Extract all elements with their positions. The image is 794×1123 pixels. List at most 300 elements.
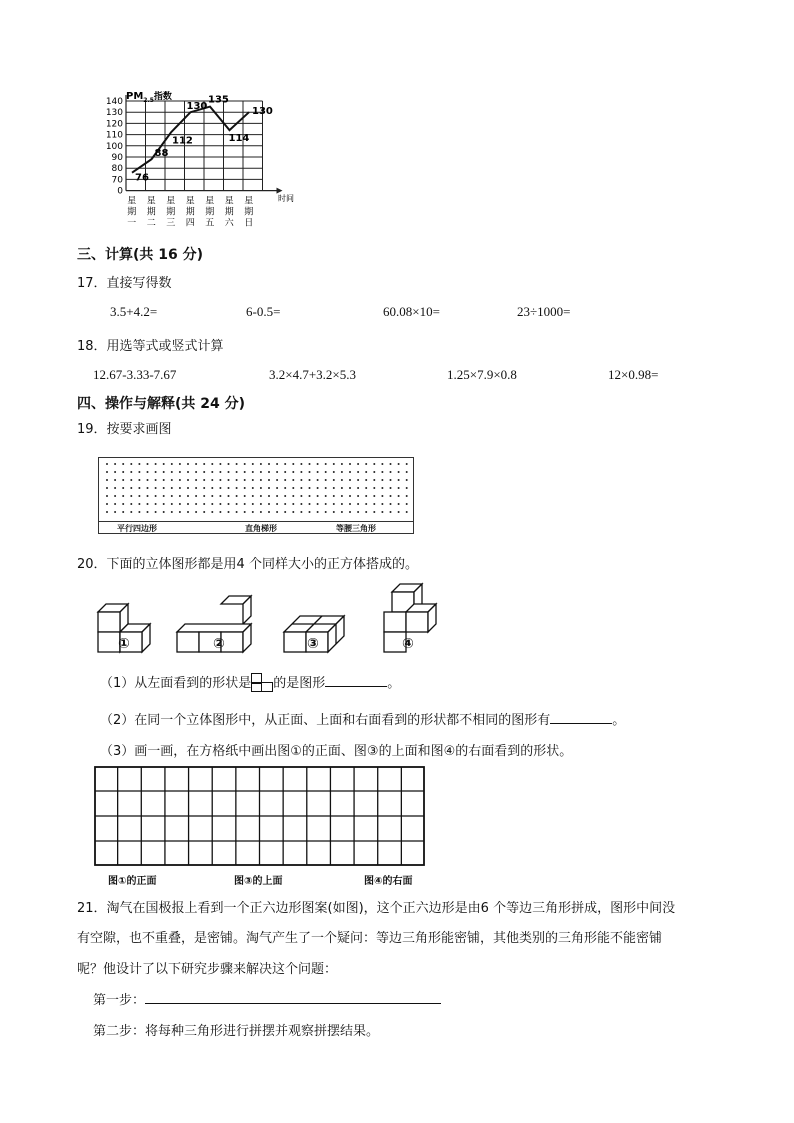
grid-dot (260, 479, 262, 481)
y-tick-label: 110 (105, 130, 123, 141)
grid-dot (333, 511, 335, 513)
grid-dot (406, 479, 408, 481)
grid-dot (219, 463, 221, 465)
grid-dot (325, 471, 327, 473)
grid-dot (211, 503, 213, 505)
grid-dot (114, 511, 116, 513)
grid-dot (406, 511, 408, 513)
x-category-char: 期 (224, 207, 234, 218)
grid-dot (390, 511, 392, 513)
grid-dot (114, 471, 116, 473)
q18-item: 12×0.98= (608, 367, 659, 382)
grid-dot (309, 487, 311, 489)
grid-dot (365, 463, 367, 465)
dot-paper-label: 直角梯形 (245, 524, 277, 533)
grid-dot (325, 495, 327, 497)
grid-dot (114, 495, 116, 497)
q17-title: 17．直接写得数 (77, 276, 172, 291)
data-label: 130 (252, 106, 273, 118)
grid-dot (309, 463, 311, 465)
grid-dot (211, 511, 213, 513)
grid-dot (349, 511, 351, 513)
x-category-char: 期 (166, 207, 176, 218)
grid-dot (179, 495, 181, 497)
grid-dot (179, 503, 181, 505)
grid-dot (349, 503, 351, 505)
grid-dot (122, 487, 124, 489)
grid-dot (147, 463, 149, 465)
grid-dot (130, 503, 132, 505)
grid-dot (325, 511, 327, 513)
data-label: 88 (154, 148, 169, 160)
q20-part-2: （2）在同一个立体图形中，从正面、上面和右面看到的形状都不相同的图形有 。 (100, 713, 626, 728)
grid-dot (390, 487, 392, 489)
grid-dot (357, 463, 359, 465)
pm-line-chart (94, 86, 304, 232)
data-label: 135 (208, 94, 229, 106)
grid-dot (357, 495, 359, 497)
grid-dot (122, 503, 124, 505)
grid-dot (244, 479, 246, 481)
q18-item: 12.67-3.33-7.67 (93, 367, 177, 382)
grid-dot (333, 495, 335, 497)
grid-dot (106, 511, 108, 513)
grid-dot (381, 479, 383, 481)
grid-dot (228, 479, 230, 481)
grid-dot (195, 479, 197, 481)
grid-dot (317, 463, 319, 465)
grid-dot (333, 487, 335, 489)
grid-dot (284, 487, 286, 489)
grid-dot (179, 511, 181, 513)
grid-dot (155, 479, 157, 481)
answer-blank[interactable] (145, 1003, 441, 1004)
grid-dot (365, 471, 367, 473)
y-tick-label: 100 (105, 141, 123, 152)
x-category-char: 星 (244, 196, 254, 207)
grid-dot (236, 463, 238, 465)
grid-dot (373, 487, 375, 489)
grid-dot (155, 511, 157, 513)
grid-dot (203, 479, 205, 481)
dot-paper-label: 平行四边形 (117, 524, 157, 533)
q19-title: 19．按要求画图 (77, 422, 172, 437)
q18-item: 1.25×7.9×0.8 (447, 367, 517, 382)
grid-dot (252, 495, 254, 497)
q17-item: 6-0.5= (246, 304, 281, 319)
grid-dot (381, 495, 383, 497)
grid-dot (381, 463, 383, 465)
grid-dot (211, 487, 213, 489)
x-category-char: 二 (146, 218, 156, 229)
grid-dot (276, 487, 278, 489)
grid-dot (341, 479, 343, 481)
q21-line: 呢？他设计了以下研究步骤来解决这个问题： (77, 962, 338, 977)
grid-dot (252, 479, 254, 481)
grid-dot (252, 463, 254, 465)
grid-dot (390, 495, 392, 497)
grid-dot (406, 495, 408, 497)
x-category-char: 四 (185, 218, 195, 229)
grid-dot (341, 463, 343, 465)
chart-y-ticks (106, 97, 123, 197)
q17-item: 60.08×10= (383, 304, 440, 319)
grid-dot (373, 463, 375, 465)
grid-dot (155, 487, 157, 489)
grid-dot (171, 503, 173, 505)
x-category-char: 六 (224, 218, 234, 229)
x-axis-arrow (277, 188, 283, 194)
square-grid (94, 766, 425, 886)
data-label: 130 (186, 101, 208, 113)
grid-dot (155, 503, 157, 505)
grid-dot (219, 495, 221, 497)
grid-dot (244, 495, 246, 497)
grid-dot (284, 463, 286, 465)
grid-dot (130, 463, 132, 465)
grid-dot (147, 503, 149, 505)
grid-dot (195, 511, 197, 513)
grid-dot (187, 511, 189, 513)
grid-dot (163, 487, 165, 489)
grid-dot (114, 487, 116, 489)
grid-label: 图④的右面 (364, 876, 413, 887)
grid-dot (244, 471, 246, 473)
grid-dot (179, 487, 181, 489)
grid-dot (236, 471, 238, 473)
grid-dot (187, 479, 189, 481)
figure-label: ③ (307, 636, 319, 652)
grid-dot (171, 487, 173, 489)
grid-dot (219, 471, 221, 473)
grid-dot (130, 479, 132, 481)
grid-dot (244, 487, 246, 489)
grid-dot (300, 503, 302, 505)
chart-x-label: 时间 (278, 194, 294, 203)
grid-dot (252, 511, 254, 513)
grid-dot (398, 479, 400, 481)
grid-dot (309, 503, 311, 505)
figure-label: ④ (402, 636, 414, 652)
grid-dot (130, 511, 132, 513)
grid-dot (211, 495, 213, 497)
q17-item: 3.5+4.2= (110, 304, 158, 319)
grid-dot (252, 487, 254, 489)
x-category-char: 星 (205, 196, 215, 207)
x-category-char: 星 (127, 196, 137, 207)
grid-dot (228, 463, 230, 465)
grid-dot (228, 487, 230, 489)
x-category-char: 期 (146, 207, 156, 218)
grid-dot (219, 503, 221, 505)
data-label: 114 (228, 133, 250, 145)
x-category-char: 星 (185, 196, 195, 207)
grid-dot (373, 511, 375, 513)
grid-dot (284, 471, 286, 473)
grid-dot (228, 471, 230, 473)
x-category-char: 一 (127, 218, 137, 229)
grid-dot (236, 511, 238, 513)
grid-dot (357, 471, 359, 473)
grid-dot (398, 463, 400, 465)
grid-dot (260, 471, 262, 473)
grid-dot (138, 479, 140, 481)
grid-dot (284, 503, 286, 505)
grid-dot (398, 503, 400, 505)
grid-dot (114, 503, 116, 505)
grid-dot (373, 479, 375, 481)
grid-dot (163, 471, 165, 473)
dot-paper (98, 457, 414, 534)
grid-dot (349, 479, 351, 481)
grid-dot (349, 471, 351, 473)
grid-dot (195, 471, 197, 473)
grid-dot (325, 463, 327, 465)
grid-dot (317, 495, 319, 497)
grid-dot (122, 463, 124, 465)
grid-dot (292, 511, 294, 513)
grid-dot (195, 495, 197, 497)
grid-dot (211, 479, 213, 481)
grid-dot (381, 471, 383, 473)
grid-dot (357, 511, 359, 513)
grid-dot (155, 471, 157, 473)
grid-dot (138, 511, 140, 513)
grid-dot (179, 471, 181, 473)
x-category-char: 星 (146, 196, 156, 207)
grid-dot (276, 479, 278, 481)
x-category-char: 期 (205, 207, 215, 218)
grid-dot (155, 495, 157, 497)
grid-dot (268, 511, 270, 513)
grid-dot (219, 511, 221, 513)
chart-y-title: $PM_{2.5}$指数 (126, 91, 172, 104)
grid-dot (195, 463, 197, 465)
grid-dot (244, 511, 246, 513)
grid-dot (365, 495, 367, 497)
grid-dot (163, 511, 165, 513)
grid-dot (155, 463, 157, 465)
answer-blank[interactable] (325, 686, 387, 687)
dot-paper-label: 等腰三角形 (336, 524, 376, 533)
grid-dot (373, 503, 375, 505)
grid-dot (195, 503, 197, 505)
y-tick-label: 80 (111, 164, 123, 175)
grid-dot (276, 511, 278, 513)
grid-dot (398, 511, 400, 513)
grid-dot (292, 471, 294, 473)
cube-figures (92, 582, 442, 654)
grid-dot (203, 487, 205, 489)
q21-step-1: 第一步： (93, 989, 441, 1008)
grid-dot (171, 479, 173, 481)
y-tick-label: 120 (105, 119, 123, 130)
grid-dot (260, 495, 262, 497)
grid-dot (130, 495, 132, 497)
grid-dot (284, 479, 286, 481)
grid-dot (333, 503, 335, 505)
x-category-char: 日 (244, 218, 254, 229)
grid-dot (252, 471, 254, 473)
grid-dot (187, 463, 189, 465)
grid-dot (276, 471, 278, 473)
grid-dot (268, 463, 270, 465)
q21-step-2: 第二步：将每种三角形进行拼摆并观察拼摆结果。 (93, 1024, 380, 1039)
grid-dot (317, 471, 319, 473)
grid-dot (333, 479, 335, 481)
grid-dot (292, 495, 294, 497)
x-category-char: 期 (127, 207, 137, 218)
grid-dot (122, 471, 124, 473)
grid-dot (325, 487, 327, 489)
grid-dot (106, 503, 108, 505)
grid-dot (357, 487, 359, 489)
grid-dot (398, 495, 400, 497)
grid-dot (276, 495, 278, 497)
grid-dot (300, 471, 302, 473)
q21-line: 有空隙，也不重叠，是密铺。淘气产生了一个疑问：等边三角形能密铺，其他类别的三角形能不能密铺 (77, 931, 663, 946)
grid-dot (236, 495, 238, 497)
grid-dot (203, 471, 205, 473)
grid-dot (284, 511, 286, 513)
grid-dot (309, 511, 311, 513)
grid-dot (179, 463, 181, 465)
grid-dot (365, 487, 367, 489)
x-category-char: 期 (185, 207, 195, 218)
view-shape-icon (251, 673, 273, 691)
grid-dot (138, 487, 140, 489)
grid-dot (106, 495, 108, 497)
grid-dot (138, 463, 140, 465)
grid-dot (381, 487, 383, 489)
grid-dot (373, 495, 375, 497)
grid-dot (268, 471, 270, 473)
grid-dot (276, 503, 278, 505)
grid-dot (260, 487, 262, 489)
x-category-char: 三 (166, 218, 176, 229)
y-tick-label: 140 (105, 97, 123, 107)
grid-dot (390, 503, 392, 505)
grid-dot (260, 463, 262, 465)
figure-label: ① (118, 636, 130, 652)
grid-dot (341, 487, 343, 489)
grid-dot (122, 511, 124, 513)
grid-dot (300, 479, 302, 481)
grid-dot (260, 503, 262, 505)
grid-dot (365, 479, 367, 481)
y-tick-label: 0 (117, 186, 123, 197)
grid-dot (300, 487, 302, 489)
grid-dot (398, 471, 400, 473)
grid-dot (171, 495, 173, 497)
x-category-char: 星 (166, 196, 176, 207)
grid-dot (163, 495, 165, 497)
grid-dot (219, 479, 221, 481)
q21-line: 21．淘气在国极报上看到一个正六边形图案(如图)，这个正六边形是由6 个等边三角形拼成，图形中间没 (77, 901, 676, 916)
grid-dot (309, 471, 311, 473)
grid-dot (268, 495, 270, 497)
grid-dot (171, 471, 173, 473)
grid-dot (317, 479, 319, 481)
q17-item: 23÷1000= (517, 304, 571, 319)
section-4-title: 四、操作与解释(共 24 分) (77, 396, 246, 412)
chart-series (132, 95, 273, 184)
grid-dot (381, 511, 383, 513)
grid-dot (147, 487, 149, 489)
grid-dot (341, 503, 343, 505)
grid-dot (406, 487, 408, 489)
grid-dot (147, 495, 149, 497)
grid-dot (317, 487, 319, 489)
grid-dot (138, 503, 140, 505)
grid-dot (406, 463, 408, 465)
grid-label: 图①的正面 (108, 876, 157, 887)
grid-dot (187, 487, 189, 489)
grid-dot (171, 511, 173, 513)
grid-dot (268, 479, 270, 481)
grid-dot (317, 503, 319, 505)
y-tick-label: 130 (105, 108, 123, 119)
grid-dot (195, 487, 197, 489)
grid-dot (179, 479, 181, 481)
grid-dot (219, 487, 221, 489)
grid-dot (203, 511, 205, 513)
grid-dot (236, 503, 238, 505)
x-category-char: 期 (244, 207, 254, 218)
grid-dot (114, 463, 116, 465)
grid-dot (106, 463, 108, 465)
grid-dot (317, 511, 319, 513)
grid-dot (106, 471, 108, 473)
grid-dot (268, 503, 270, 505)
grid-label: 图③的上面 (234, 876, 283, 887)
grid-dot (357, 479, 359, 481)
grid-dot (381, 503, 383, 505)
q20-title: 20．下面的立体图形都是用4 个同样大小的正方体搭成的。 (77, 557, 418, 572)
grid-dot (187, 495, 189, 497)
grid-dot (365, 511, 367, 513)
grid-dot (373, 471, 375, 473)
grid-dot (300, 511, 302, 513)
grid-dot (300, 495, 302, 497)
grid-dot (349, 463, 351, 465)
grid-dot (333, 471, 335, 473)
grid-dot (325, 503, 327, 505)
grid-dot (203, 503, 205, 505)
grid-dot (138, 495, 140, 497)
grid-dot (390, 471, 392, 473)
grid-dot (398, 487, 400, 489)
grid-dot (106, 479, 108, 481)
grid-dot (211, 463, 213, 465)
y-tick-label: 70 (111, 175, 123, 186)
grid-dot (252, 503, 254, 505)
grid-dot (187, 471, 189, 473)
grid-dot (341, 471, 343, 473)
q20-part-1: （1）从左面看到的形状是 的是图形 。 (100, 672, 400, 691)
grid-dot (300, 463, 302, 465)
answer-blank[interactable] (550, 723, 612, 724)
grid-dot (260, 511, 262, 513)
section-3-title: 三、计算(共 16 分) (77, 247, 204, 263)
grid-dot (341, 511, 343, 513)
grid-dot (236, 487, 238, 489)
grid-dot (203, 463, 205, 465)
grid-dot (309, 479, 311, 481)
grid-dot (163, 463, 165, 465)
grid-dot (236, 479, 238, 481)
grid-dot (325, 479, 327, 481)
